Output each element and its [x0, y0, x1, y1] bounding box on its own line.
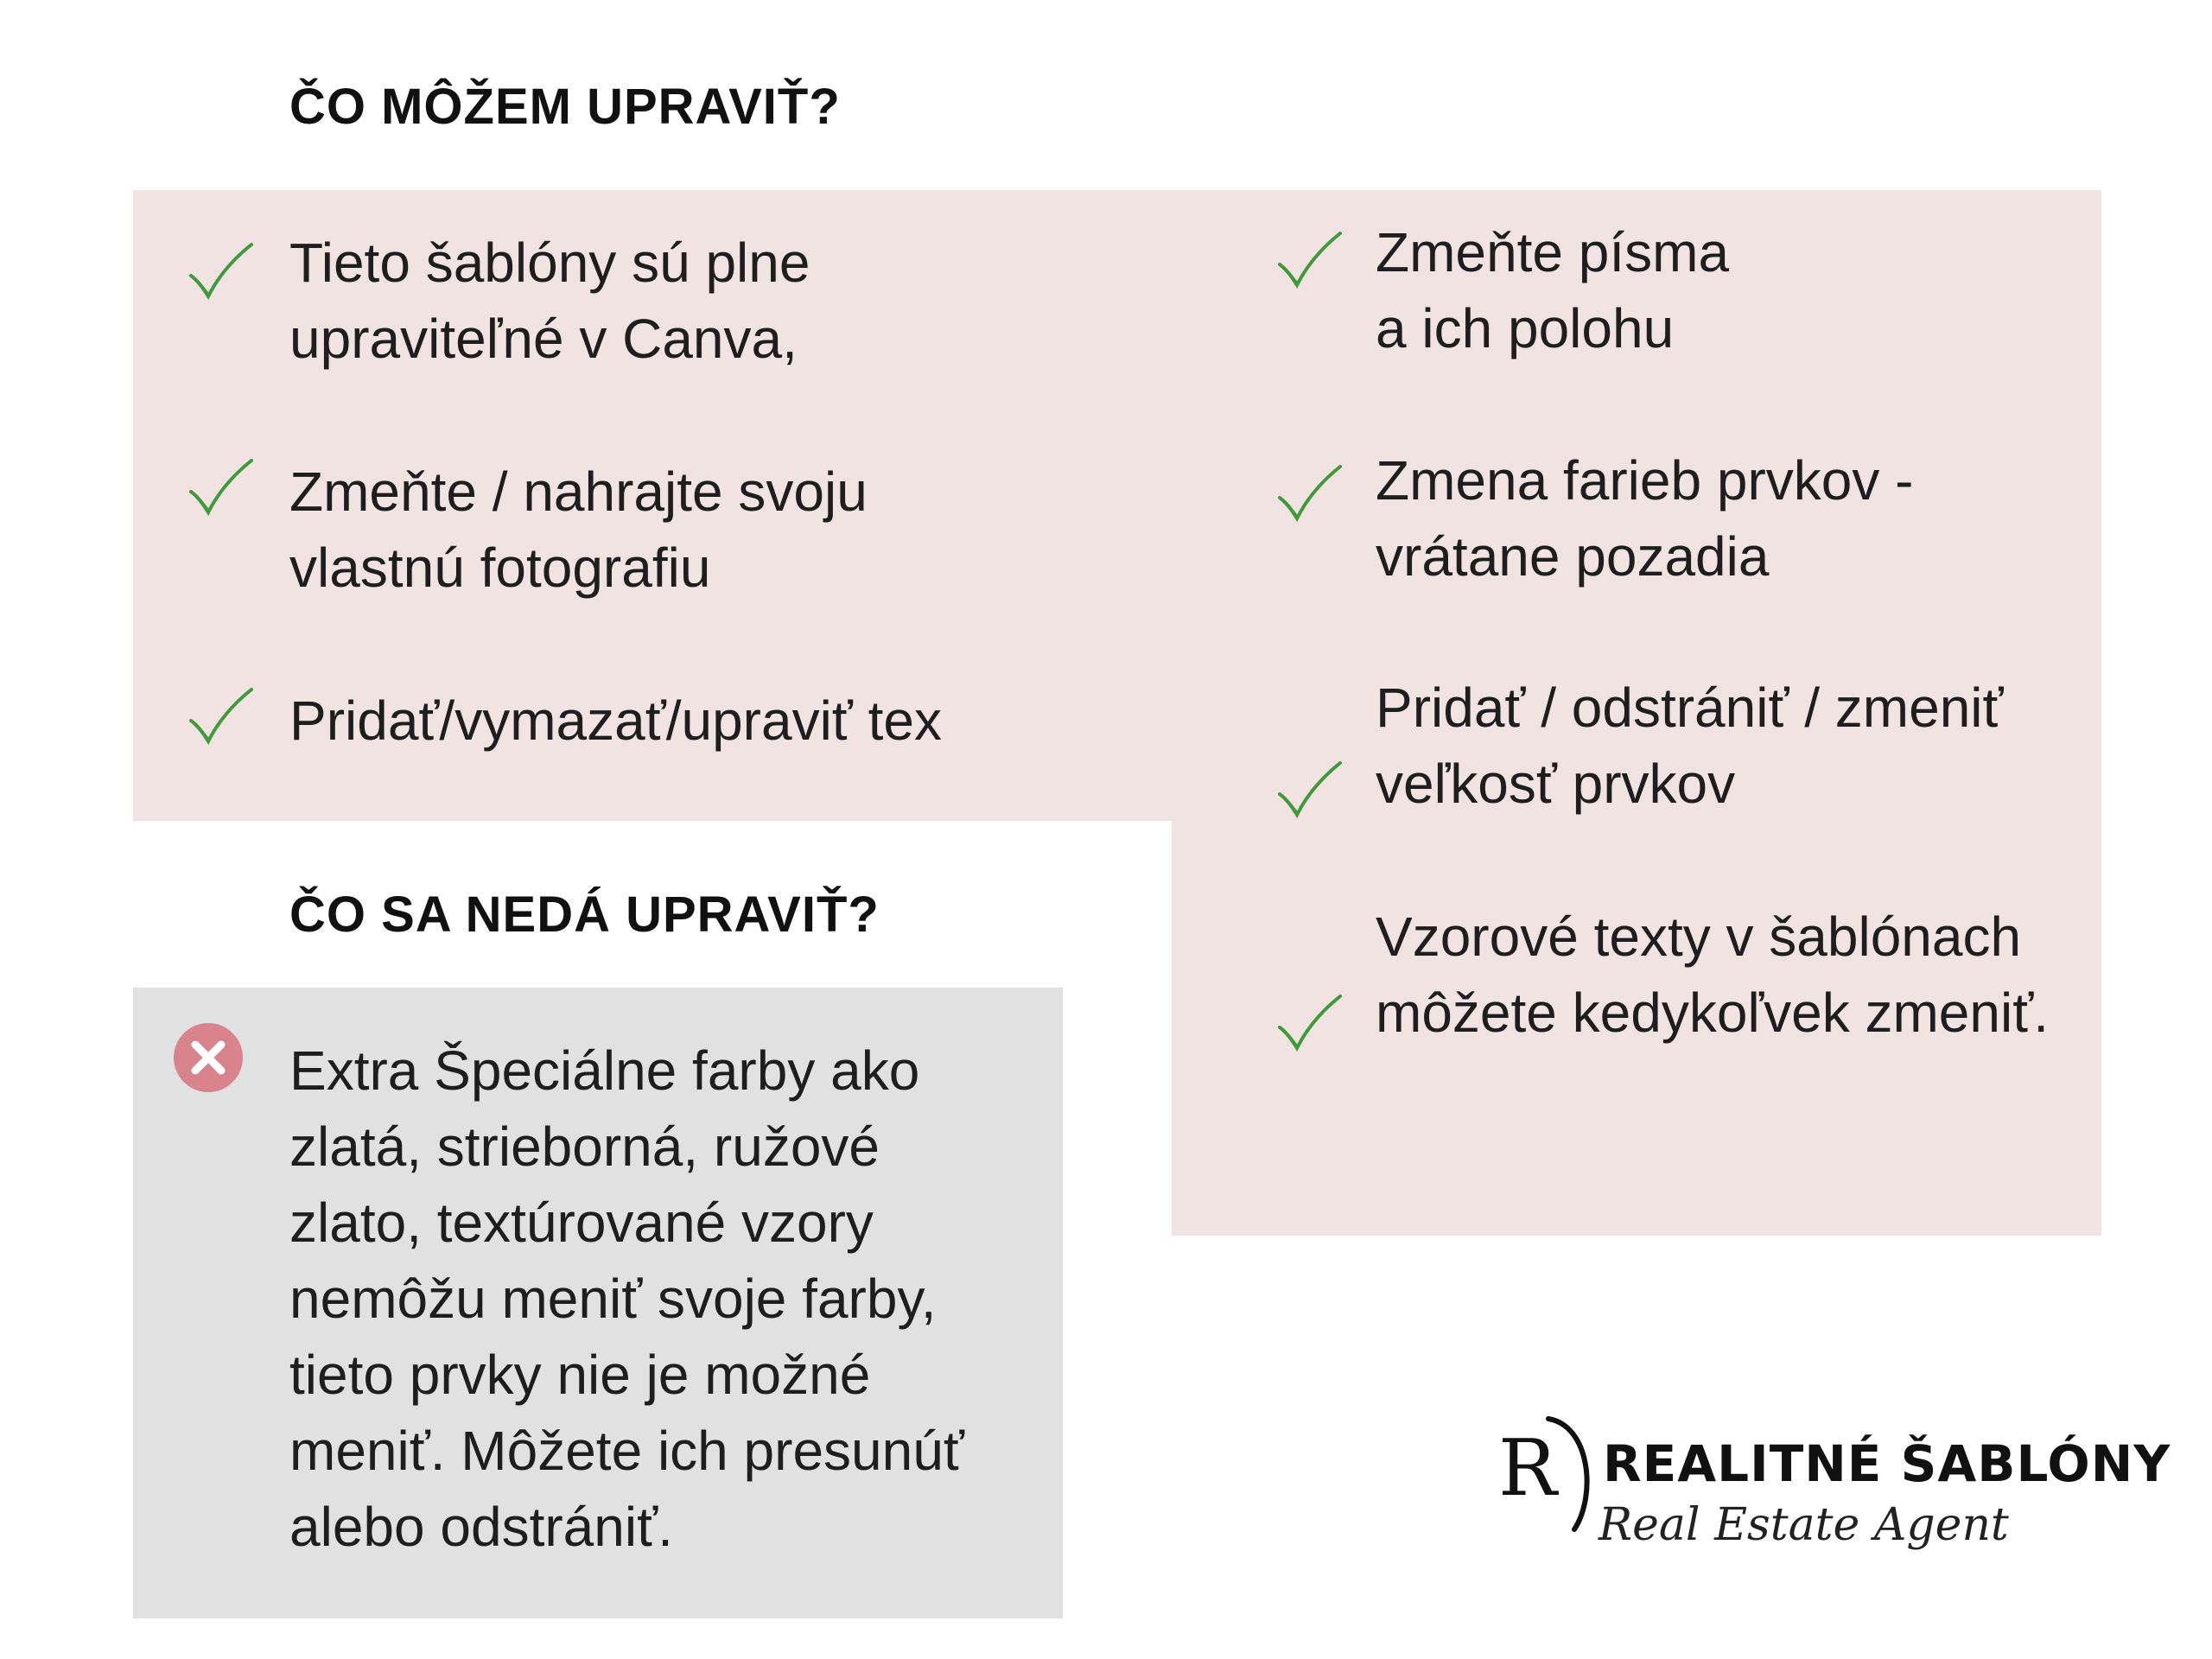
close-circle-icon: [173, 1022, 244, 1093]
logo-letter: R: [1498, 1423, 1557, 1514]
editable-item-3: Pridať/vymazať/upraviť tex: [289, 690, 942, 752]
editable-item-1: Tieto šablóny sú plne upraviteľné v Canva,: [289, 232, 810, 370]
check-icon: [186, 454, 255, 523]
not-editable-heading: ČO SA NEDÁ UPRAVIŤ?: [289, 887, 880, 943]
not-editable-text: Extra Špeciálne farby ako zlatá, strieborná, ružové zlato, textúrované vzory nemôžu meniť svoje farby, tieto prvky nie je možné meniť. Môžete ich presunúť alebo odstrániť.: [289, 1039, 964, 1558]
editable-item-2: Zmeňte / nahrajte svoju vlastnú fotografiu: [289, 461, 868, 599]
editable-item-4: Zmeňte písma a ich polohu: [1376, 221, 1730, 359]
check-icon: [186, 238, 255, 307]
brand-logo: [1495, 1408, 2171, 1590]
check-icon: [1274, 756, 1344, 825]
check-icon: [1274, 460, 1344, 529]
check-icon: [1274, 989, 1344, 1058]
check-icon: [186, 683, 255, 752]
editable-item-5: Zmena farieb prvkov - vrátane pozadia: [1376, 449, 1914, 588]
editable-item-7: Vzorové texty v šablónach môžete kedykoľvek zmeniť.: [1376, 906, 2049, 1044]
logo-brand-text: REALITNÉ ŠABLÓNY: [1603, 1434, 2171, 1493]
check-icon: [1274, 226, 1344, 296]
editable-item-6: Pridať / odstrániť / zmeniť veľkosť prvkov: [1376, 677, 2004, 815]
logo-mark: [1495, 1408, 1607, 1538]
logo-tagline: Real Estate Agent: [1599, 1499, 2009, 1551]
editable-heading: ČO MÔŽEM UPRAVIŤ?: [289, 79, 841, 135]
